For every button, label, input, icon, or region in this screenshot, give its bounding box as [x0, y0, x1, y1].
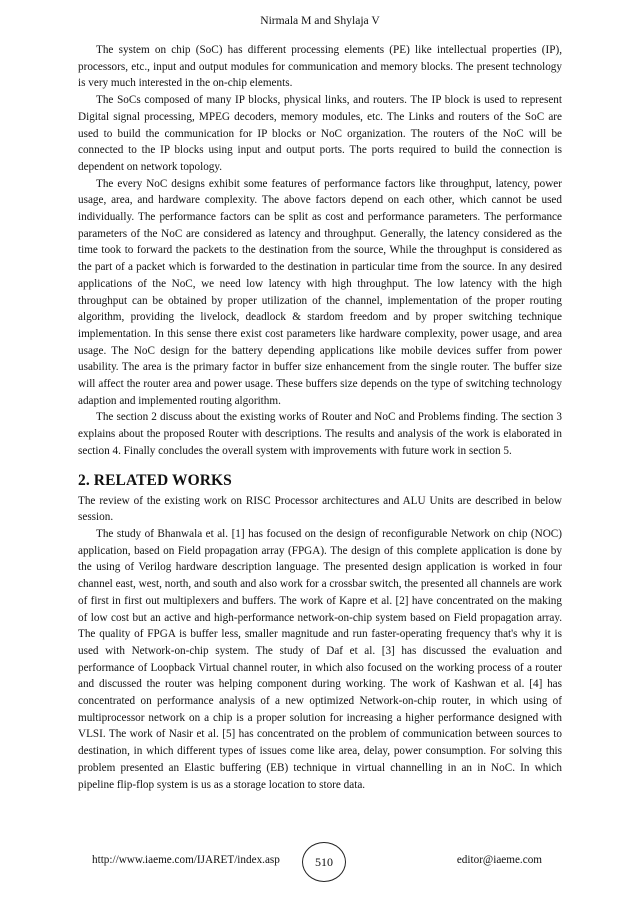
paragraph-section-overview: The section 2 discuss about the existing works of Router and NoC and Problems finding. The section 3 explains about the proposed Router with descriptions. The results and analysis of the work is elaborated in section 4. Finally concludes the overall system with improvements with future work in section 5. — [78, 411, 562, 457]
section-heading-related-works: 2. RELATED WORKS — [78, 471, 232, 489]
paragraph-related-intro: The review of the existing work on RISC Processor architectures and ALU Units are described in below session. — [78, 494, 562, 524]
paragraph-soc-blocks: The SoCs composed of many IP blocks, physical links, and routers. The IP block is used to represent Digital signal processing, MPEG decoders, memory modules, etc. The Links and routers of the SoC are used to build the communication for IP blocks or NoC organization. The routers of the NoC will be connected to the IP blocks using input and output ports. The ports required to build the connection is dependent on network topology. — [78, 94, 562, 173]
page-number-badge: 510 — [302, 842, 346, 882]
paragraph-related-body: The study of Bhanwala et al. [1] has focused on the design of reconfigurable Network on chip (NOC) application, based on Field propagation array (FPGA). The design of this complete application is done by the using of Verilog hardware description language. The presented design application is worked in four channel east, west, north, and south and also work for a crossbar switch, the presented all channels are work of first in first out multiplexers and buffers. The work of Kapre et al. [2] have concentrated on the making of low cost but an active and high-performance network-on-chip system based on Field propagation array. The quality of FPGA is buffer less, smaller magnitude and run faster-operating frequency that's why it is used with Network-on-chip system. The study of Daf et al. [3] has discussed the evaluation and performance of Loopback Virtual channel router, in which also focused on the working process of a router and discussed the router was helping component during working. The work of Kashwan et al. [4] has concentrated on performance analysis of a new optimized Network-on-chip router, in which using of multiprocessor network on a chip is a proper solution for increasing a higher performance designed with VLSI. The work of Nasir et al. [5] has concentrated on the problem of communication between sources to destination, in which different types of issues come like area, delay, power consumption. For solving this problem presented an Elastic buffering (EB) technique in virtual channelling in an in NoC. In which pipeline flip-flop system is us as a storage location to store data. — [78, 527, 562, 791]
footer-url-link[interactable]: http://www.iaeme.com/IJARET/index.asp — [92, 854, 280, 866]
body-text — [78, 42, 562, 793]
paragraph-soc-elements: The system on chip (SoC) has different processing elements (PE) like intellectual properties (IP), processors, etc., input and output modules for communication and memory blocks. The present technology is very much interested in the on-chip elements. — [78, 44, 562, 90]
page-footer — [78, 842, 562, 882]
footer-email-link[interactable]: editor@iaeme.com — [456, 854, 542, 866]
running-head-authors: Nirmala M and Shylaja V — [260, 14, 380, 27]
paragraph-noc-performance: The every NoC designs exhibit some features of performance factors like throughput, latency, power usage, area, and hardware complexity. The above factors depend on each other, which cannot be used individually. The performance factors can be split as cost and performance parameters. The performance parameters of the NoC are considered as latency and throughput. Generally, the latency considered as the time took to forward the packets to the destination from the source, While the throughput is considered as the part of a packet which is forwarded to the destination in particular time from the source. In any desired applications of the NoC, we need low latency with high throughput. The low latency with the high throughput can be obtained by proper utilization of the channel, implementation of the proper routing algorithm, providing the livelock, deadlock & stardom freedom and by proper switching technique implementation. In this sense there exist cost parameters like hardware complexity, power usage, and area usage. The NoC design for the battery depending applications like mobile devices suffer from power usability. The area is the primary factor in buffer size enhancement from the single router. The buffer size will affect the router area and power usage. These buffers size depends on the type of switching technology adaption and implemented routing algorithm. — [78, 177, 562, 407]
